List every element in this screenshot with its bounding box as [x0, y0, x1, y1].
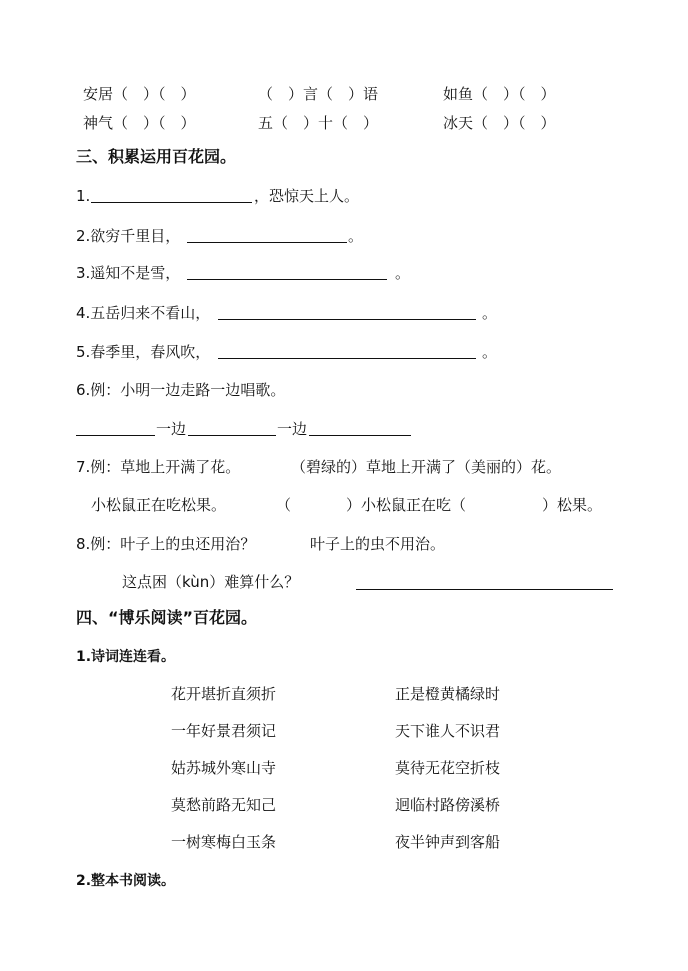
q4-answer-blank[interactable] [218, 319, 476, 320]
q4-end: 。 [482, 304, 498, 322]
poem-left-3[interactable]: 姑苏城外寒山寺 [171, 759, 277, 777]
q7-paren-open: （ [276, 496, 292, 514]
section-4-sub-2: 2.整本书阅读。 [76, 873, 176, 889]
q2-end: 。 [348, 227, 364, 245]
poem-left-4[interactable]: 莫愁前路无知己 [171, 796, 277, 814]
q8-answer-blank[interactable] [356, 589, 613, 590]
q6-blank-2[interactable] [188, 435, 276, 436]
poem-left-5[interactable]: 一树寒梅白玉条 [171, 833, 277, 851]
q3-answer-blank[interactable] [187, 279, 387, 280]
idiom-2-3: 冰天（ ）（ ） [443, 114, 556, 132]
q6-blank-1[interactable] [76, 435, 155, 436]
poem-right-2[interactable]: 天下谁人不识君 [395, 722, 501, 740]
poem-right-1[interactable]: 正是橙黄橘绿时 [395, 685, 501, 703]
q5-end: 。 [482, 343, 498, 361]
q8-example-result: 叶子上的虫不用治。 [310, 535, 446, 553]
poem-left-2[interactable]: 一年好景君须记 [171, 722, 277, 740]
q2-prompt: 2.欲穷千里目， [76, 227, 181, 245]
q6-blank-3[interactable] [309, 435, 411, 436]
q7-mid: ）小松鼠正在吃（ [346, 496, 467, 514]
poem-right-4[interactable]: 迥临村路傍溪桥 [395, 796, 501, 814]
q7-example-result: （碧绿的）草地上开满了（美丽的）花。 [291, 458, 562, 476]
poem-right-3[interactable]: 莫待无花空折枝 [395, 759, 501, 777]
q3-prompt: 3.遥知不是雪， [76, 264, 181, 282]
q7-task: 小松鼠正在吃松果。 [91, 496, 227, 514]
q8-task: 这点困（kùn）难算什么？ [122, 573, 300, 591]
q7-example: 7.例：草地上开满了花。 [76, 458, 241, 476]
section-4-sub-1: 1.诗词连连看。 [76, 649, 176, 665]
idiom-2-1: 神气（ ）（ ） [83, 114, 196, 132]
poem-right-5[interactable]: 夜半钟声到客船 [395, 833, 501, 851]
section-3-title: 三、积累运用百花园。 [76, 147, 237, 166]
q5-answer-blank[interactable] [218, 358, 476, 359]
q6-mid-2: 一边 [277, 420, 308, 438]
q8-example: 8.例：叶子上的虫还用治？ [76, 535, 256, 553]
q6-mid-1: 一边 [156, 420, 187, 438]
q1-answer-blank[interactable] [91, 202, 252, 203]
q7-end: ）松果。 [542, 496, 603, 514]
q2-answer-blank[interactable] [187, 242, 347, 243]
idiom-2-2: 五（ ）十（ ） [258, 114, 379, 132]
q1-text: ，恐惊天上人。 [254, 187, 360, 205]
q4-prompt: 4.五岳归来不看山， [76, 304, 211, 322]
poem-left-1[interactable]: 花开堪折直须折 [171, 685, 277, 703]
q5-prompt: 5.春季里，春风吹， [76, 343, 211, 361]
idiom-1-3: 如鱼（ ）（ ） [443, 85, 556, 103]
q6-example: 6.例：小明一边走路一边唱歌。 [76, 381, 286, 399]
q1-number: 1. [76, 187, 91, 205]
q3-end: 。 [395, 264, 411, 282]
section-4-title: 四、“博乐阅读”百花园。 [76, 608, 258, 627]
idiom-1-1: 安居（ ）（ ） [83, 85, 196, 103]
idiom-1-2: （ ）言（ ）语 [258, 85, 379, 103]
